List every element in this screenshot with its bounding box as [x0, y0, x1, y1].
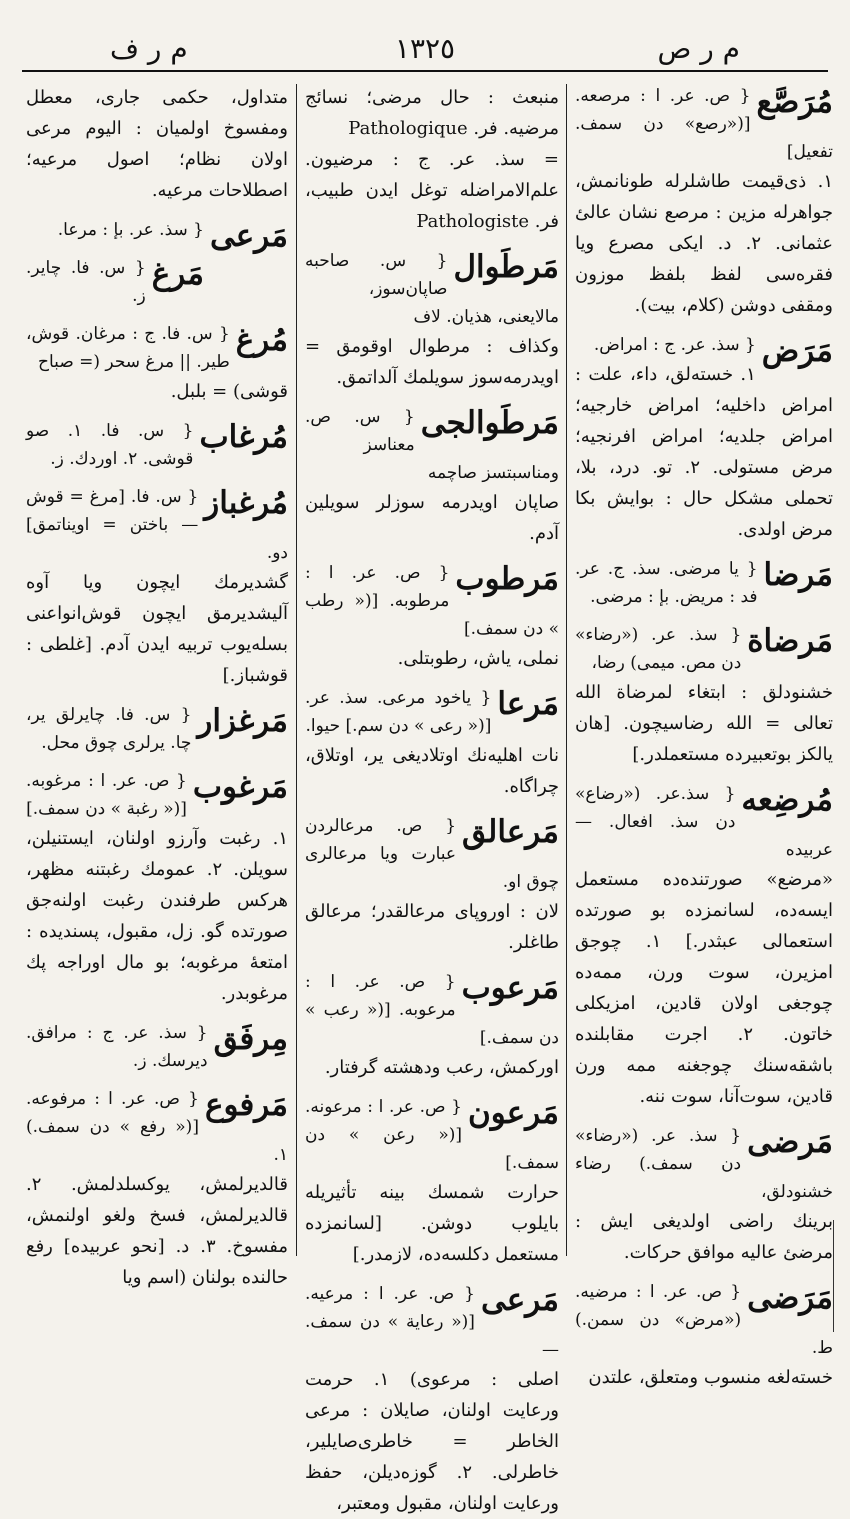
left-column [26, 82, 289, 1288]
entry-headword: مَرَض [761, 333, 833, 369]
entry-grammar: { سذ. عر. («رضاء» دن سمف.) رضاء خشنودلق، [575, 1126, 833, 1202]
entry-definition: صاپان اويدرمه سوزلر سويلين آدم. [305, 492, 559, 544]
dictionary-entry [26, 701, 288, 757]
dictionary-entry [26, 1085, 288, 1293]
entry-definition: حرارت شمسك بينه تأثيريله بايلوب دوشن. [لسانمزده مستعمل دكلسه‌ده، لازمدر.] [305, 1182, 559, 1265]
entry-grammar: { ص. عر. ا : مرعوبه. [(« رعب » دن سمف.] [305, 972, 559, 1048]
entry-headword: مُرغ [235, 322, 288, 358]
entry-headword: مَرطَوال [453, 249, 559, 285]
entry-grammar: { سذ. عر. ج : امراض. [593, 335, 756, 355]
middle-column [305, 82, 560, 1514]
entry-definition: اصلى : مرعوى) ١. حرمت ورعايت اولنان، صايلان : مرعى الخاطر = خاطرى‌صايلير، خاطرلى. ٢. گوزه‌ديلن، حفظ ورعايت اولنان، مقبول ومعتبر، [305, 1369, 560, 1514]
entry-definition: خسته‌لغه منسوب ومتعلق، علتدن [588, 1367, 833, 1388]
entry-headword: مَرغ [151, 256, 204, 292]
entry-grammar: { ص. عر. ا : مرغوبه. [(« رغبة » دن سمف.] [26, 771, 187, 819]
entry-headword: مَرضى [747, 1124, 833, 1160]
entry-definition: منبعث : حال مرضى؛ نسائج مرضيه. فر. Pathologique [305, 87, 559, 139]
dictionary-entry [305, 247, 559, 393]
dictionary-entry [575, 555, 833, 611]
entry-grammar: { ص. عر. ا : مرفوعه. [(« رفع » دن سمف.) ١. [26, 1089, 288, 1165]
dictionary-entry [575, 82, 833, 321]
entry-headword: مِرفَق [213, 1021, 288, 1057]
entry-grammar: { ص. عر. ا : مرطوبه. [(« رطب » دن سمف.] [305, 563, 559, 639]
entry-headword: مَرعى [209, 218, 288, 254]
page-number: ١٣٢٥ [394, 32, 456, 65]
entry-headword: مَرضاة [747, 623, 833, 659]
dictionary-entry [26, 320, 288, 407]
dictionary-entry [26, 483, 288, 691]
dictionary-entry [305, 684, 559, 802]
dictionary-entry [26, 767, 288, 1009]
dictionary-entry [26, 417, 288, 473]
entry-grammar: { س. ص. معناسز ومناسبتسز صاچمه [305, 407, 559, 483]
entry-definition: ١. ذى‌قيمت طاشلرله طونانمش، جواهرله مزين : مرصع نشان عالئ عثمانى. ٢. د. ايكى مصرع ويا فقره‌سى لفظ بلفظ موزون ومقفى دوشن (كلام، بيت). [575, 171, 833, 316]
entry-definition: گشديرمك ايچون ويا آوه آليشديرمق ايچون قوش‌انواعنى بسله‌يوب تربيه ايدن آدم. [غلطى : قوشباز.] [26, 572, 288, 686]
entry-grammar: { ص. عر. ا : مرعونه. [(« رعن » دن سمف.] [305, 1097, 559, 1173]
entry-grammar: { س. فا. چايرلق ير، چا. يرلرى چوق محل. [26, 705, 192, 753]
entry-grammar: { ص. عر. ا : مرصعه. [(«رصع» دن سمف. تفعيل] [575, 86, 833, 162]
entry-definition: نملى، ياش، رطوبتلى. [397, 648, 559, 669]
entry-definition: متداول، حكمى جارى، معطل ومفسوخ اولميان : اليوم مرعى اولان نظام؛ اصول مرعيه؛ اصطلاحات مرعيه. [26, 87, 288, 201]
entry-definition: وكذاف : مرطوال اوقومق = اويدرمه‌سوز سويلمك آلداتمق. [305, 336, 559, 388]
dictionary-entry [575, 1122, 833, 1268]
dictionary-entry [305, 403, 559, 549]
page-edge-line [833, 1220, 834, 1332]
entry-grammar: { سذ. عر. («رضاء» دن مص. ميمى) رضا، [575, 625, 742, 673]
entry-headword: مَرفوع [204, 1087, 288, 1123]
dictionary-entry [26, 82, 288, 206]
entry-grammar: { س. فا. ١. صو قوشى. ٢. اوردك. ز. [26, 421, 194, 469]
entry-headword: مُرغباز [204, 485, 288, 521]
entry-grammar: { سذ.عر. («رضاع» دن سذ. افعال. — عربيده [575, 784, 833, 860]
entry-headword: مَرغزار [197, 703, 288, 739]
entry-definition: نات اهليه‌نك اوتلاديغى ير، اوتلاق، چراگاه. [305, 745, 559, 797]
entry-grammar: { س. فا. چاير. ز. [26, 258, 146, 306]
dictionary-entry [575, 621, 833, 770]
entry-headword: مَرعى [480, 1282, 559, 1318]
dictionary-entry [26, 216, 288, 254]
entry-grammar: { سذ. عر. بإ : مرعا. [57, 220, 204, 240]
entry-definition: اوركمش، رعب ودهشته گرفتار. [324, 1057, 559, 1078]
dictionary-entry [305, 1280, 559, 1519]
entry-definition: ١. خسته‌لق، داء، علت : امراض داخليه؛ امراض خارجيه؛ امراض جلديه؛ امراض افرنجيه؛ مرض مستولى. ٢. تو. درد، بلا، تحملى مشكل حال : بوايش بكا مرض اولدى. [575, 364, 834, 540]
dictionary-entry [305, 559, 559, 674]
dictionary-entry [305, 812, 559, 958]
header-letters-left: م ر ف [110, 32, 188, 65]
entry-headword: مَرطَوالجى [420, 405, 559, 441]
header-letters-right: م ر ص [657, 32, 740, 65]
entry-headword: مَرضا [763, 557, 833, 593]
dictionary-entry [305, 968, 559, 1083]
entry-definition: برينك راضى اولديغى ايش : مرضئ عاليه موافق حركات. [575, 1211, 833, 1263]
entry-grammar: { ص. عر. ا : مرضيه. («مرض» دن سمن.) ط. [575, 1282, 833, 1358]
entry-headword: مَرغوب [192, 769, 288, 805]
column-divider-left [296, 84, 297, 1256]
entry-grammar: { سذ. عر. ج : مرافق. ديرسك. ز. [26, 1023, 208, 1071]
entry-definition: لان : اوروپاى مرعالقدر؛ مرعالق طاغلر. [305, 901, 559, 953]
page-header [40, 22, 810, 72]
header-rule [22, 70, 828, 72]
entry-grammar: { س. فا. [مرغ = قوش — باختن = اويناتمق] دو. [26, 487, 288, 563]
entry-headword: مَرطوب [455, 561, 559, 597]
entry-headword: مَرعون [468, 1095, 559, 1131]
entry-headword: مَرعوب [461, 970, 559, 1006]
entry-grammar: { س. صاحبه صاپان‌سوز، مالايعنى، هذيان. لاف [305, 251, 559, 327]
dictionary-entry [26, 254, 288, 310]
entry-headword: مَرَضى [747, 1280, 833, 1316]
column-divider-right [566, 84, 567, 1256]
entry-headword: مُرَصَّع [756, 84, 833, 120]
entry-headword: مُرضِعه [741, 782, 833, 818]
entry-definition: «مرضع» صورتنده‌ده مستعمل ايسه‌ده، لسانمزده بو صورتده استعمالى عبثدر.] ١. چوجق امزيرن، سوت ورن، ممه‌ده چوجغى اولان قادين، امزيكلى خاتون. ٢. اجرت مقابلنده باشقه‌سنك چوجغنه ممه ورن قادين، سوت‌آنا، سوت ننه. [575, 869, 833, 1107]
entry-grammar: { س. فا. ج : مرغان. قوش، طير. || مرغ سحر (= صباح [26, 324, 230, 372]
entry-definition: خشنودلق : ابتغاء لمرضاة الله تعالى = الله رضاسيچون. [هان يالكز بوتعبيرده مستعملدر.] [575, 682, 833, 765]
entry-grammar: { يا مرضى. سذ. ج. عر. فد : مريض. بإ : مرضى. [575, 559, 758, 607]
entry-definition: قوشى) = بلبل. [170, 381, 288, 402]
entry-headword: مَرعا [497, 686, 559, 722]
entry-headword: مَرعالق [462, 814, 559, 850]
dictionary-entry [575, 780, 833, 1112]
right-column [575, 82, 834, 1388]
dictionary-entry [305, 1093, 559, 1270]
dictionary-entry [575, 331, 833, 545]
entry-definition: ١. رغبت وآرزو اولنان، ايستنيلن، سويلن. ٢. عمومك رغبتنه مظهر، هركس طرفندن رغبت اولنه‌جق صورتده گو. زل، مقبول، پسنديده : امتعهٔ مرغوبه؛ بو مال اوراجه پك مرغوبدر. [26, 828, 288, 1004]
dictionary-entry [575, 1278, 833, 1393]
dictionary-entry [305, 82, 559, 237]
entry-definition: قالديرلمش، يوكسلدلمش. ٢. قالديرلمش، فسخ ولغو اولنمش، مفسوخ. ٣. د. [نحو عربيده] رفع حالنده بولنان (اسم ويا [26, 1174, 289, 1288]
entry-grammar: { ياخود مرعى. سذ. عر. [(« رعى » دن سم.] حيوا. [305, 688, 492, 736]
dictionary-entry [26, 1019, 288, 1075]
entry-grammar: { ص. مرعالردن عبارت ويا مرعالرى چوق او. [305, 816, 559, 892]
entry-grammar: { ص. عر. ا : مرعيه. [(« رعاية » دن سمف. — [305, 1284, 559, 1360]
entry-definition: = سذ. عر. ج : مرضيون. علم‌الامراضله توغل ايدن طبيب، فر. Pathologiste [305, 149, 559, 232]
entry-headword: مُرغاب [199, 419, 288, 455]
